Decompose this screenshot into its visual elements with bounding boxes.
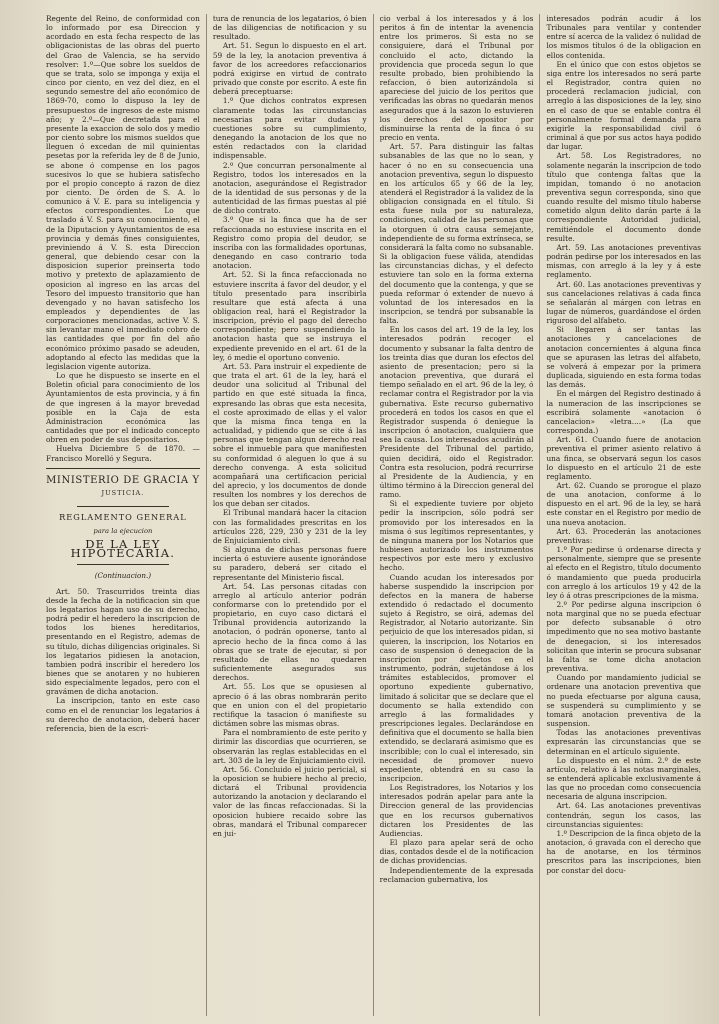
paragraph: Si alguna de dichas personas fuere incierta ó estuviere ausente ignorándose su paradero, deberá ser citado el representante del Ministerio fiscal. — [212, 545, 367, 582]
continuation-label: (Continuacion.) — [94, 571, 152, 581]
ministry-heading: MINISTERIO DE GRACIA Y — [46, 474, 200, 486]
paragraph: interesados podrán acudir á los Tribunales para ventilar y contender entre sí acerca de la validez ó nulidad de los mismos títulos ó de la obligacion en ellos contenida. — [546, 14, 701, 60]
paragraph: En los casos del art. 19 de la ley, los interesados podrán recoger el documento y subsanar la falta dentro de los treinta dias que duran los efectos del asiento de presentacion; pero si la anotacion preventiva, que durará el tiempo señalado en el art. 96 de la ley, ó reclamar contra el Registrador por la via gubernativa. Este recurso gubernativo procederá en todos los casos en que el Registrador suspenda ó deniegue la inscripcion ó anotacion, cualquiera que sea la causa. Los interesados acudirán al Presidente del Tribunal del partido, quien decidirá, oido el Registrador. Contra esta resolucion, podrá recurrirse al Presidente de la Audiencia, y en último término á la Direccion general del ramo. — [379, 325, 534, 500]
law-title: DE LA LEY HIPOTECARIA. — [70, 537, 176, 561]
paragraph: Art. 60. Las anotaciones preventivas y sus cancelaciones relativas á cada finca se señalarán al márgen con letras en lugar de números, guardándose el órden riguroso del alfabeto. — [546, 279, 701, 326]
paragraph: Lo dispuesto en el núm. 2.º de este artículo, relativo á las notas marginales, se entenderá aplicable exclusivamente á las que no procedan como consecuencia necesaria de alguna inscripcion. — [546, 755, 701, 802]
paragraph: Cuando por mandamiento judicial se ordenare una anotacion preventiva que no pueda efectuarse por alguna causa, se suspenderá su cumplimiento y se tomará anotacion preventiva de la suspension. — [546, 673, 701, 729]
paragraph: 2.º Por pedirse alguna inscripcion ó nota marginal que no se pueda efectuar por defecto subsanable ó otro impedimento que no sea motivo bastante de denegacion, si los interesados solicitan que interin se procura subsanar la falta se tome dicha anotacion preventiva. — [546, 600, 701, 674]
paragraph: Para el nombramiento de este perito y dirimir las discordias que ocurrieren, se observarán las reglas establecidas en el art. 303 de la ley de Enjuiciamiento civil. — [212, 728, 367, 765]
paragraph: Art. 52. Si la finca refaccionada no estuviere inscrita á favor del deudor, y el título presentado para inscribirla resultare que está afecta á una obligacion real, hará el Registrador la inscripcion, prévio el pago del derecho correspondiente; pero suspendiendo la anotacion hasta que se instruya el expediente prevenido en el art. 61 de la ley, ó medie el oportuno convenio. — [212, 270, 367, 362]
paragraph: Regente del Reino, de conformidad con lo informado por esa Direccion y acordado en esta fecha respecto de las obligacionistas de las obras del puerto del Grao de Valencia, se ha servido resolver: 1.º—Que sobre los sueldos de que se trata, solo se imponga y exija el cinco por ciento, en vez del diez, en el segundo semestre del año económico de 1869-70, como lo dispuso la ley de presupuestos de ingresos de este mismo año; y 2.º—Que decretada para el presente la exaccion de solo dos y medio por ciento sobre los mismos sueldos que lleguen ó excedan de mil quinientas pesetas por la referida ley de 8 de Junio, se abone ó compense en los pagos sucesivos lo que se hubiera satisfecho por el propio concepto á razon de diez por ciento. De órden de S. A. lo comunico á V. E. para su inteligencia y efectos correspondientes. Lo que traslado á V. S. para su conocimiento, el de la Diputacion y Ayuntamientos de esa provincia y demás fines consiguientes, previniendo á V. S. esta Direccion general, que debiendo cesar con la disposicion superior preinserta todo motivo y pretexto de aplazamiento de oposicion al ingreso en las arcas del Tesoro del impuesto transitorio que han devengado y no havan satisfecho los empleados y dependientes de las corporaciones mencionadas, active V. S. sin levantar mano el inmediato cobro de las cantidades que por fin del año económico próximo pasado se adeuden, adoptando al efecto las medidas que la legislacion vigente autoriza. — [46, 14, 200, 371]
divider — [77, 564, 169, 565]
paragraph: Todas las anotaciones preventivas expresarán las circunstancias que se determinan en el artículo siguiente. — [546, 728, 701, 756]
regulation-subtitle: para la ejecucion — [93, 526, 153, 535]
column-2 — [207, 14, 374, 1016]
ministry-subheading: JUSTICIA. — [101, 488, 145, 497]
paragraph: Art. 59. Las anotaciones preventivas podrán pedirse por los interesados en las mismas, con arreglo á la ley y á este reglamento. — [546, 242, 701, 280]
columns — [40, 14, 707, 1016]
paragraph: tura de renuncia de los legatarios, ó bien de las diligencias de notificacion y su resultado. — [212, 14, 367, 42]
paragraph: Art. 57. Para distinguir las faltas subsanables de las que no lo sean, y hacer ó no en su consecuencia una anotacion preventiva, segun lo dispuesto en los artículos 65 y 66 de la ley, atenderá el Registrador á la validez de la obligacion consignada en el título. Si esta fuese nula por su naturaleza, condiciones, calidad de las personas que la otorguen ú otra causa semejante, independiente de su forma extrínseca, se considerará la falta como no subsanable. Si la obligacion fuese válida, atendidas las circunstancias dichas, y el defecto estuviere tan solo en la forma externa del documento que la contenga, y que se pueda reformar ó extender de nuevo á voluntad de los interesados en la inscripcion, se tendrá por subsanable la falta. — [379, 142, 534, 326]
paragraph: En el márgen del Registro destinado á la numeracion de las inscripciones se escribirá solamente «anotacion ó cancelacion» «letra....» (La que corresponda.) — [546, 389, 701, 436]
paragraph: 3.º Que si la finca que ha de ser refaccionada no estuviese inscrita en el Registro como propia del deudor, se inscriba con las formalidades oportunas, denegando en caso contrario toda anotacion. — [212, 215, 367, 271]
paragraph: El plazo para apelar será de ocho dias, contados desde el de la notificacion de dichas providencias. — [379, 838, 534, 866]
paragraph: Art. 50. Trascurridos treinta dias desde la fecha de la notificacion sin que los legatarios hagan uso de su derecho, podrá pedir el heredero la inscripcion de todos los bienes hereditarios, presentando en el Registro, ademas de su título, dichas diligencias originales. Si los legatarios pidiesen la anotacion, tambien podrá inscribir el heredero los bienes que se anotaren y no hubieren sido especialmente legados, pero con el gravámen de dicha anotacion. — [46, 586, 200, 697]
regulation-title: REGLAMENTO GENERAL — [59, 511, 187, 522]
paragraph: En el único que con estos objetos se siga entre los interesados no será parte el Registrador, contra quien no procederá reclamacion judicial, con arreglo á las disposiciones de la ley, sino en el caso de que se entable contra él personalmente formal demanda para exigirle la responsabilidad civil ó criminal á que por sus actos haya podido dar lugar. — [546, 59, 701, 152]
paragraph: Cuando acudan los interesados por haberse suspendido la inscripcion por defectos en la manera de haberse extendido ó redactado el documento sujeto á Registro, se oirá, ademas del Registrador, al Notario autorizante. Sin perjuicio de que los interesados pidan, si quieren, la inscripcion, los Notarios en caso de suspension ó denegacion de la inscripcion por defectos en el instrumento, podrán, sujetándose á los trámites establecidos, promover el oportuno expediente gubernativo, limitado á solicitar que se declare que el documento se halla extendido con arreglo á las formalidades y prescripciones legales. Declarándose en definitiva que el documento se halla bien extendido, se declarará asimismo que es inscribible; con lo cual el interesado, sin necesidad de promover nuevo expediente, obtendrá en su caso la inscripcion. — [379, 572, 534, 783]
paragraph: 1.º Descripcion de la finca objeto de la anotacion, ó gravada con el derecho que ha de anotarse, en los términos prescritos para las inscripciones, bien por constar del docu- — [546, 828, 701, 875]
paragraph: Si el expediente tuviere por objeto pedir la inscripcion, sólo podrá ser promovido por los interesados en la misma ó sus legítimos representantes, y de ninguna manera por los Notarios que hubiesen autorizado los instrumentos respectivos por este mero y exclusivo hecho. — [379, 499, 534, 573]
paragraph: 1.º Que dichos contratos expresen claramente todas las circunstancias necesarias para evitar dudas y cuestiones sobre su cumplimiento, denegando la anotacion de los que no estén redactados con la claridad indispensable. — [212, 96, 367, 161]
paragraph: Art. 61. Cuando fuere de anotacion preventiva el primer asiento relativo á una finca, se observará segun los casos lo dispuesto en el artículo 21 de este reglamento. — [546, 435, 701, 481]
paragraph: Independientemente de la expresada reclamacion gubernativa, los — [379, 865, 534, 884]
paragraph: Lo que he dispuesto se inserte en el Boletin oficial para conocimiento de los Ayuntamientos de esta provincia, y á fin de que ingresen á la mayor brevedad posible en la Caja de esta Administracion económica las cantidades que por el indicado concepto obren en poder de sus depositarios. — [46, 371, 200, 445]
divider — [46, 468, 200, 469]
paragraph: Art. 56. Concluido el juicio pericial, si la oposicion se hubiere hecho al precio, dictará el Tribunal providencia autorizando la anotacion y declarando el valor de las fincas refaccionadas. Si la oposicion hubiere recaido sobre las obras, mandará el Tribunal comparecer en jui- — [212, 764, 367, 838]
column-3 — [374, 14, 541, 1016]
paragraph: Si llegaren á ser tantas las anotaciones y cancelaciones de anotacion concernientes á alguna finca que se apurasen las letras del alfabeto, se volverá á empezar por la primera duplicada, siguiendo en esta forma todas las demás. — [546, 325, 701, 390]
paragraph: El Tribunal mandará hacer la citacion con las formalidades prescritas en los artículos 228, 229, 230 y 231 de la ley de Enjuiciamiento civil. — [212, 508, 367, 545]
column-4 — [540, 14, 707, 1016]
paragraph: Art. 55. Los que se opusiesen al aprecio ó á las obras nombrarán perito que en union con el del propietario rectifique la tasacion ó manifieste su dictámen sobre las mismas obras. — [212, 682, 367, 729]
paragraph: cio verbal á los interesados y á los peritos á fin de intentar la avenencia entre los primeros. Si esta no se consiguiere, dará el Tribunal por concluido el acto, dictando la providencia que proceda segun lo que resulte probado, bien prohibiendo la refaccion, ó bien autorizándola si apareciese del juicio de los peritos que verificadas las obras no quedarán menos asegurados que á la sazon lo estuvieren los derechos del opositor por disminuirse la renta de la finca ó su precio en venta. — [379, 14, 534, 143]
paragraph: Art. 53. Para instruir el expediente de que trata el art. 61 de la ley, hará el deudor una solicitud al Tribunal del partido en que esté situada la finca, expresando las obras que esta necesita, el coste aproximado de ellas y el valor que la misma finca tenga en la actualidad, y pidiendo que se cite á las personas que tengan algun derecho real sobre el inmueble para que manifiesten su conformidad ó aleguen lo que á su derecho convenga. A esta solicitud acompañará una certificacion pericial del aprecio, y los documentos de donde resulten los nombres y los derechos de los que deban ser citados. — [212, 361, 367, 509]
divider — [77, 506, 169, 507]
paragraph: Art. 64. Las anotaciones preventivas contendrán, segun los casos, las circunstancias siguientes: — [546, 801, 701, 829]
paragraph: 1.º Por pedirse ú ordenarse directa y personalmente, siempre que se presente al efecto en el Registro, título documento ó mandamiento que pueda producirla con arreglo á los artículos 19 y 42 de la ley ó á otras prescripciones de la misma. — [546, 545, 701, 600]
paragraph: La inscripcion, tanto en este caso como en el de renunciar los legatarios á su derecho de anotacion, deberá hacer referencia, bien de la escri- — [46, 696, 200, 733]
paragraph: Art. 58. Los Registradores, no solamente negarán la inscripcion de todo título que contenga faltas que la impidan, tomando ó no anotacion preventiva segun corresponda, sino que cuando resulte del mismo título haberse cometido algun delito darán parte á la correspondiente Autoridad judicial, remitiéndole el documento donde resulte. — [546, 151, 701, 243]
column-1 — [40, 14, 207, 1016]
paragraph: Art. 54. Las personas citadas con arreglo al artículo anterior podrán conformarse con lo pretendido por el propietario, en cuyo caso dictará el Tribunal providencia autorizando la anotacion, ó podrán oponerse, tanto al aprecio hecho de la finca como á las obras que se trate de ejecutar, si por resultado de ellas no quedaren suficientemente asegurados sus derechos. — [212, 581, 367, 683]
signature: Huelva Diciembre 5 de 1870. — Francisco Morelló y Segura. — [46, 444, 200, 463]
paragraph: Art. 62. Cuando se prorogue el plazo de una anotacion, conforme á lo dispuesto en el art. 96 de la ley, se hará este constar en el Registro por medio de una nueva anotacion. — [546, 480, 701, 527]
paragraph: Los Registradores, los Notarios y los interesados podrán apelar para ante la Direccion general de las providencias que en los recursos gubernativos dictaren los Presidentes de las Audiencias. — [379, 783, 534, 838]
paragraph: Art. 63. Procederán las anotaciones preventivas: — [546, 526, 701, 545]
paragraph: Art. 51. Segun lo dispuesto en el art. 59 de la ley, la anotacion preventiva á favor de los acreedores refaccionarios podrá exigirse en virtud de contrato privado que conste por escrito. A este fin deberá preceptuarse: — [212, 41, 367, 97]
paragraph: 2.º Que concurran personalmente al Registro, todos los interesados en la anotacion, asegurándose el Registrador de la identidad de sus personas y de la autenticidad de las firmas puestas al pié de dicho contrato. — [212, 160, 367, 216]
